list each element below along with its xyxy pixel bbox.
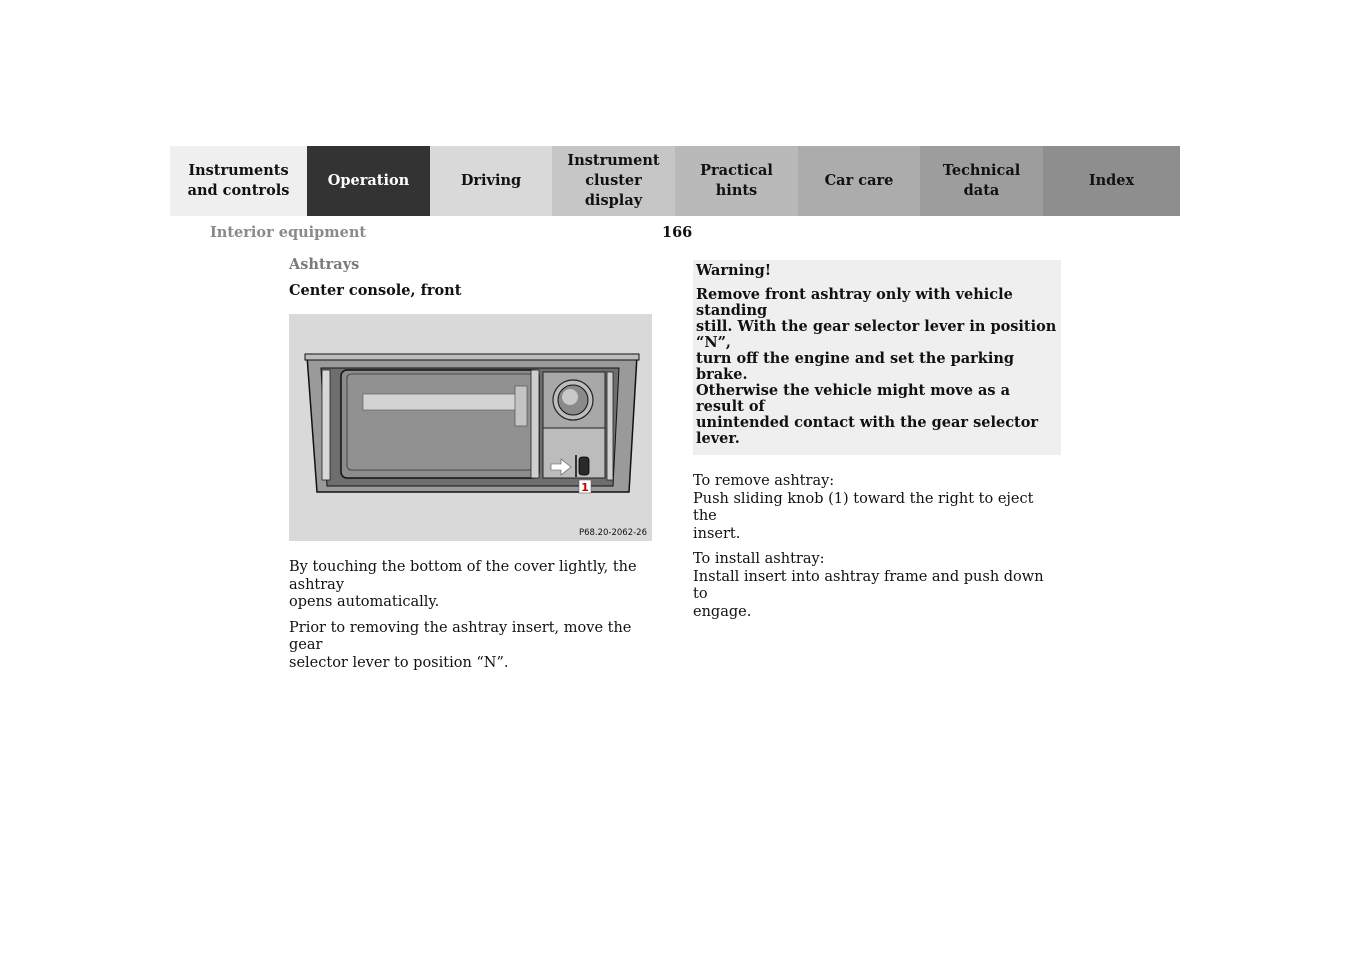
callout-1: 1 [581,481,589,494]
warning-box [693,260,1061,455]
nav-tab-5[interactable] [798,146,920,216]
nav-tab-label: Index [1088,172,1135,189]
warning-text [696,287,1057,447]
nav-tab-label: Driving [460,172,522,189]
page-number: 166 [662,224,693,241]
paragraph [289,559,653,612]
paragraph [289,620,653,673]
nav-tab-2[interactable] [430,146,552,216]
paragraph-line: selector lever to position “N”. [289,654,509,671]
nav-tab-label: Instruments and controls [187,162,290,199]
warning-line: Otherwise the vehicle might move as a result of [696,382,1010,415]
paragraph-line: insert. [693,525,741,542]
chapter-nav [170,146,1180,216]
paragraph-line: engage. [693,603,752,620]
nav-tab-label: Instrument cluster display [567,152,660,209]
nav-tab-4[interactable] [675,146,798,216]
warning-line: still. With the gear selector lever in position “N”, [696,318,1057,351]
nav-tab-label: Car care [824,172,894,189]
paragraph-line: Push sliding knob (1) toward the right to eject the [693,490,1034,524]
warning-line: turn off the engine and set the parking brake. [696,350,1015,383]
right-column [693,260,1061,629]
warning-title: Warning! [696,262,772,279]
nav-tab-1[interactable] [307,146,430,216]
left-column [289,256,653,680]
figure-code: P68.20-2062-26 [578,528,647,538]
ashtray-drawing [289,314,652,541]
warning-line: unintended contact with the gear selector lever. [696,414,1039,447]
ashtray-illustration [289,314,652,541]
paragraph-line: To remove ashtray: [693,473,835,489]
paragraph-line: opens automatically. [289,594,440,610]
paragraph-line: To install ashtray: [693,551,825,567]
topic-heading: Ashtrays [289,256,360,273]
nav-tab-0[interactable] [170,146,307,216]
section-title: Interior equipment [210,224,367,241]
paragraph [693,551,1061,621]
paragraph-line: Install insert into ashtray frame and push down to [693,568,1044,602]
paragraph-line: Prior to removing the ashtray insert, move the gear [289,619,632,653]
subsection-heading: Center console, front [289,282,462,299]
left-paragraphs [289,559,653,672]
right-paragraphs [693,473,1061,621]
nav-tab-label: Operation [327,172,410,189]
nav-tab-label: Practical hints [700,162,773,199]
paragraph-line: By touching the bottom of the cover lightly, the ashtray [289,559,637,593]
warning-line: Remove front ashtray only with vehicle standing [696,286,1013,319]
nav-tab-6[interactable] [920,146,1043,216]
nav-tab-7[interactable] [1043,146,1180,216]
nav-tab-3[interactable] [552,146,675,216]
paragraph [693,473,1061,543]
nav-tab-label: Technical data [942,162,1021,199]
